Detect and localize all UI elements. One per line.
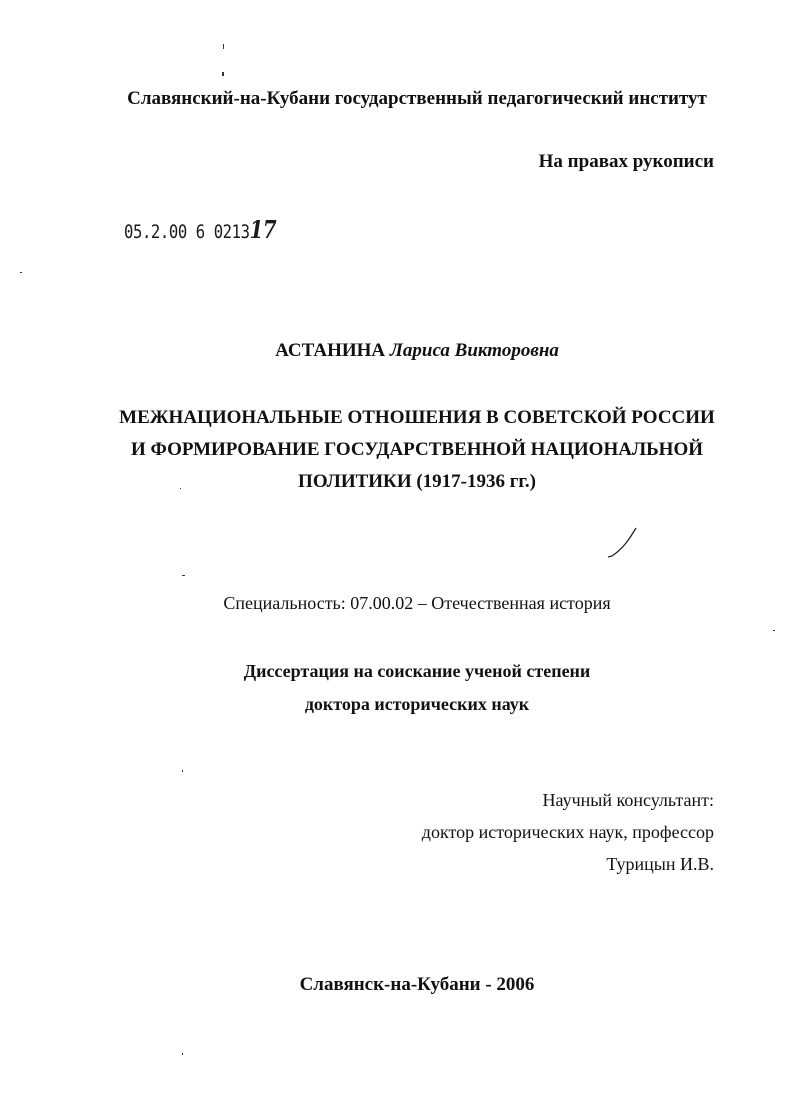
stamp-code: 05.2.00 6 0213 (124, 221, 250, 243)
scientific-consultant (422, 784, 714, 880)
scan-speck (223, 44, 224, 49)
title-line: ПОЛИТИКИ (1917-1936 гг.) (298, 471, 536, 492)
title-line: И ФОРМИРОВАНИЕ ГОСУДАРСТВЕННОЙ НАЦИОНАЛЬНОЙ (130, 439, 703, 460)
author-surname: АСТАНИНА (275, 340, 386, 361)
consultant-name: Турицын И.В. (606, 854, 714, 874)
stamp-handwritten-mark: 17 (249, 215, 277, 244)
author (62, 340, 772, 362)
scan-speck (182, 1053, 183, 1055)
dissertation-title (62, 402, 772, 498)
scan-speck (182, 770, 183, 772)
scan-speck (20, 272, 22, 273)
scan-speck (182, 575, 185, 576)
consultant-label: Научный консультант: (542, 790, 714, 810)
archive-stamp (124, 215, 276, 244)
author-given-names: Лариса Викторовна (389, 340, 559, 361)
scan-speck (773, 630, 775, 631)
dissertation-line: доктора исторических наук (304, 694, 530, 714)
place-and-year: Славянск-на-Кубани - 2006 (299, 974, 535, 995)
manuscript-rights: На правах рукописи (538, 151, 714, 172)
institute-name: Славянский-на-Кубани государственный педагогический институт (127, 88, 707, 109)
consultant-degree: доктор исторических наук, профессор (421, 822, 714, 842)
pen-stroke-mark (606, 526, 640, 560)
specialty: Специальность: 07.00.02 – Отечественная история (223, 593, 611, 613)
title-line: МЕЖНАЦИОНАЛЬНЫЕ ОТНОШЕНИЯ В СОВЕТСКОЙ РОССИИ (119, 407, 715, 428)
dissertation-line: Диссертация на соискание ученой степени (243, 661, 591, 681)
scan-speck (222, 72, 224, 76)
dissertation-type (62, 655, 772, 721)
